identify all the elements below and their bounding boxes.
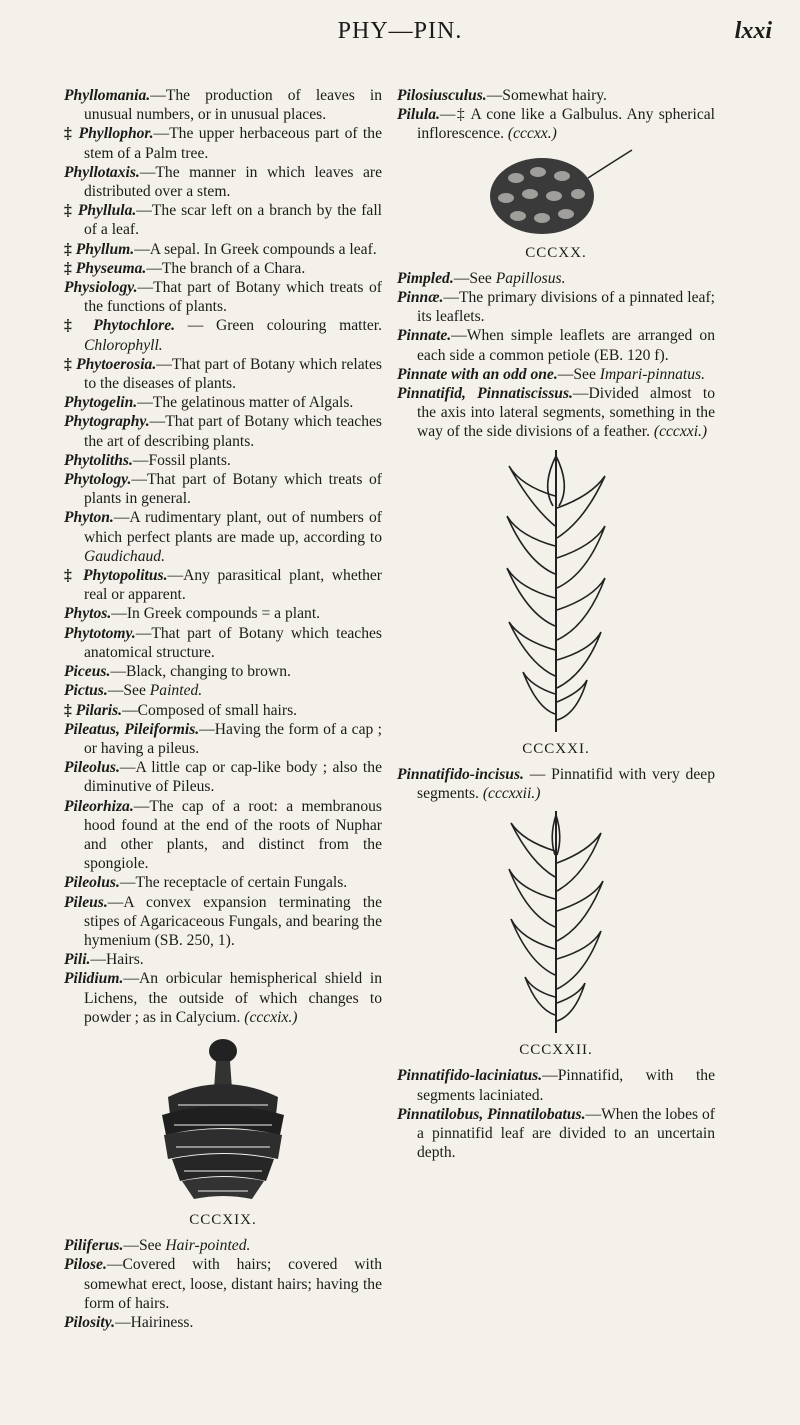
glossary-entry: [64, 259, 382, 278]
entry-term: Phytoerosia.: [76, 355, 157, 373]
figure-cccxxii: [397, 807, 715, 1037]
entry-definition: —A little cap or cap-like body ; also the diminutive of Pileus.: [84, 759, 382, 796]
right-top-entries: [397, 86, 715, 144]
entry-term: Pinnatifid, Pinnatiscissus.: [397, 385, 573, 403]
glossary-entry: [397, 326, 715, 364]
figure-caption-cccxx: CCCXX.: [525, 244, 587, 261]
entry-term: Phytotomy.: [64, 624, 136, 642]
entry-definition: —Somewhat hairy.: [486, 87, 607, 104]
entry-definition: —Having the form of a cap ; or having a pileus.: [84, 720, 382, 757]
entry-term: Pilaris.: [75, 701, 123, 719]
entry-definition: —A convex expansion terminating the stipes of Agaricaceous Fungals, and bearing the hymenium (SB. 250, 1).: [84, 893, 382, 949]
dagger-mark: ‡: [64, 317, 81, 335]
glossary-entry: [64, 355, 382, 393]
glossary-entry: [64, 950, 382, 969]
entry-definition: —See: [453, 269, 496, 287]
entry-definition: —Composed of small hairs.: [122, 701, 298, 719]
glossary-entry: [64, 969, 382, 1027]
glossary-entry: [397, 384, 715, 442]
entry-definition: —The scar left on a branch by the fall of a leaf.: [84, 202, 382, 239]
right-bottom-entries: [397, 1066, 715, 1162]
glossary-entry: [397, 1105, 715, 1163]
entry-term: Pictus.: [64, 682, 108, 700]
entry-term: Pinnatifido-incisus.: [397, 765, 524, 783]
glossary-entry: [64, 393, 382, 412]
entry-term: Pinnate with an odd one.: [397, 365, 558, 383]
glossary-entry: [64, 797, 382, 874]
glossary-entry: [64, 873, 382, 892]
figure-caption-cccxxi: CCCXXI.: [522, 740, 590, 757]
entry-term: Pileolus.: [64, 874, 120, 892]
glossary-entry: [64, 240, 382, 259]
glossary-entry: [64, 604, 382, 623]
entry-term: Pileatus, Pileiformis.: [64, 720, 200, 738]
entry-definition: —That part of Botany which relates to the diseases of plants.: [84, 355, 382, 393]
figure-caption-cccxix: CCCXIX.: [189, 1211, 257, 1228]
entry-reference: (cccxix.): [244, 1008, 298, 1026]
entry-term: Phytochlore.: [93, 317, 176, 335]
entry-reference: Impari-pinnatus.: [599, 365, 706, 383]
entry-reference: Painted.: [149, 682, 203, 700]
entry-definition: —Pinnatifid, with the segments laciniated.: [417, 1067, 715, 1104]
entry-definition: — Pinnatifid with very deep segments.: [417, 765, 715, 803]
glossary-entry: [64, 662, 382, 681]
entry-term: Pili.: [64, 951, 91, 969]
glossary-entry: [64, 278, 382, 316]
pilidium-illustration: [148, 1031, 298, 1207]
entry-definition: —Fossil plants.: [132, 451, 231, 469]
entry-definition: —A rudimentary plant, out of numbers of which perfect plants are made up, according to: [84, 509, 382, 546]
glossary-entry: [397, 105, 715, 143]
figure-caption-cccxxii: CCCXXII.: [519, 1042, 593, 1059]
entry-definition: —That part of Botany which treats of the functions of plants.: [84, 279, 382, 316]
dagger-mark: ‡: [64, 125, 74, 143]
entry-definition: —When the lobes of a pinnatifid leaf are divided to an uncertain depth.: [417, 1105, 715, 1162]
glossary-entry: [397, 269, 715, 288]
dagger-mark: ‡: [64, 202, 73, 220]
entry-definition: —Black, changing to brown.: [110, 663, 291, 681]
entry-definition: —That part of Botany which teaches anatomical structure.: [84, 624, 382, 661]
pinnatifido-incisus-leaf-illustration: [501, 807, 611, 1037]
entry-definition: —When simple leaflets are arranged on each side a common petiole (EB. 120 f).: [417, 327, 715, 364]
entry-reference: Papillosus.: [495, 269, 566, 287]
entry-definition: —The gelatinous matter of Algals.: [137, 394, 354, 412]
pinnatifid-leaf-illustration: [501, 446, 611, 736]
entry-definition: —See: [123, 1237, 166, 1255]
glossary-entry: [64, 1236, 382, 1255]
glossary-entry: [64, 316, 382, 354]
entry-reference: (cccxx.): [507, 125, 557, 143]
entry-term: Phytography.: [64, 413, 150, 431]
glossary-entry: [397, 86, 715, 105]
glossary-entry: [64, 201, 382, 239]
entry-term: Pileolus.: [64, 759, 120, 777]
entry-term: Pilose.: [64, 1256, 107, 1274]
right-mid-entries: [397, 269, 715, 442]
entry-definition: —The production of leaves in unusual numbers, or in unusual places.: [84, 87, 382, 124]
right-mid2-entries: [397, 765, 715, 803]
entry-definition: —Any parasitical plant, whether real or apparent.: [84, 567, 382, 604]
glossary-entry: [397, 288, 715, 326]
glossary-entry: [64, 508, 382, 566]
entry-definition: —An orbicular hemispherical shield in Lichens, the outside of which changes to powder ; as in Calycium.: [84, 970, 382, 1026]
cone-illustration: [476, 148, 636, 240]
entry-term: Physeuma.: [75, 259, 147, 277]
glossary-entry: [64, 86, 382, 124]
dagger-mark: ‡: [64, 355, 72, 373]
entry-term: Phyton.: [64, 509, 114, 527]
entry-term: Phyllula.: [77, 202, 137, 220]
entry-definition: —Hairs.: [90, 951, 144, 969]
entry-definition: —The upper herbaceous part of the stem of a Palm tree.: [84, 125, 382, 162]
entry-term: Pilosity.: [64, 1313, 115, 1331]
page-header: [0, 12, 800, 52]
entry-term: Pinnatilobus, Pinnatilobatus.: [397, 1105, 586, 1123]
glossary-entry: [397, 1066, 715, 1104]
glossary-entry: [64, 893, 382, 951]
entry-definition: —The receptacle of certain Fungals.: [119, 874, 348, 892]
entry-reference: Gaudichaud.: [84, 547, 165, 565]
entry-term: Phytology.: [64, 471, 132, 489]
dagger-mark: ‡: [64, 240, 72, 258]
entry-term: Piceus.: [64, 663, 111, 681]
entry-definition: —See: [107, 682, 150, 700]
entry-definition: —The manner in which leaves are distributed over a stem.: [84, 163, 382, 201]
entry-term: Pilula.: [397, 106, 440, 124]
entry-definition: —See: [557, 365, 600, 383]
entry-term: Pinnæ.: [397, 289, 444, 307]
dagger-mark: ‡: [64, 701, 72, 719]
entry-definition: —A sepal. In Greek compounds a leaf.: [134, 240, 377, 258]
glossary-entry: [64, 1313, 382, 1332]
glossary-entry: [64, 412, 382, 450]
glossary-entry: [397, 365, 715, 384]
entry-definition: —‡ A cone like a Galbulus. Any spherical inflorescence.: [417, 106, 715, 143]
glossary-entry: [64, 451, 382, 470]
figure-cccxix: [64, 1031, 382, 1207]
glossary-entry: [64, 163, 382, 201]
entry-definition: —In Greek compounds = a plant.: [111, 605, 321, 623]
glossary-entry: [397, 765, 715, 803]
entry-definition: —Covered with hairs; covered with somewhat erect, loose, distant hairs; having the form of hairs.: [84, 1256, 382, 1312]
entry-definition: —Divided almost to the axis into lateral segments, something in the way of the side divisions of a feather.: [417, 385, 716, 441]
entry-term: Pimpled.: [397, 269, 454, 287]
entry-term: Pinnate.: [397, 327, 452, 345]
left-column: [64, 86, 382, 1332]
entry-term: Piliferus.: [64, 1237, 124, 1255]
left-after-entries: [64, 1236, 382, 1332]
entry-term: Pilidium.: [64, 970, 124, 988]
entry-term: Phytoliths.: [64, 451, 133, 469]
running-head: PHY—PIN.: [337, 18, 463, 44]
glossary-entry: [64, 470, 382, 508]
dagger-mark: ‡: [64, 567, 76, 585]
entry-definition: — Green colouring matter.: [175, 317, 382, 335]
glossary-entry: [64, 566, 382, 604]
glossary-entry: [64, 758, 382, 796]
entry-term: Phyllomania.: [64, 87, 151, 104]
entry-term: Pinnatifido-laciniatus.: [397, 1067, 543, 1085]
entry-term: Phyllum.: [75, 240, 135, 258]
figure-cccxxi: [397, 446, 715, 736]
entry-definition: —The primary divisions of a pinnated leaf; its leaflets.: [417, 289, 715, 326]
left-entries: [64, 86, 382, 1027]
entry-term: Phytogelin.: [64, 394, 138, 412]
entry-term: Pileus.: [64, 893, 108, 911]
entry-definition: —That part of Botany which teaches the art of describing plants.: [84, 413, 382, 450]
entry-term: Phytos.: [64, 605, 112, 623]
glossary-entry: [64, 681, 382, 700]
entry-term: Phytopolitus.: [83, 567, 168, 585]
entry-definition: —Hairiness.: [114, 1313, 194, 1331]
entry-reference: Chlorophyll.: [84, 336, 163, 354]
glossary-entry: [64, 124, 382, 162]
page-number: lxxi: [734, 18, 772, 44]
entry-definition: —The branch of a Chara.: [146, 259, 306, 277]
entry-reference: (cccxxi.): [653, 423, 708, 441]
glossary-entry: [64, 701, 382, 720]
entry-definition: —That part of Botany which treats of plants in general.: [84, 471, 382, 508]
entry-reference: (cccxxii.): [482, 785, 541, 803]
entry-reference: Hair-pointed.: [165, 1237, 251, 1255]
entry-term: Phyllotaxis.: [64, 163, 140, 181]
dagger-mark: ‡: [64, 259, 72, 277]
entry-term: Physiology.: [64, 279, 138, 297]
glossary-entry: [64, 1255, 382, 1313]
entry-term: Pileorhiza.: [64, 797, 134, 815]
entry-term: Phyllophor.: [78, 125, 154, 143]
figure-cccxx: [397, 148, 715, 240]
right-column: [397, 86, 715, 1162]
glossary-entry: [64, 720, 382, 758]
entry-term: Pilosiusculus.: [397, 87, 487, 104]
glossary-entry: [64, 624, 382, 662]
entry-definition: —The cap of a root: a membranous hood found at the end of the roots of Nuphar and other plants, and distinct from the spongiole.: [84, 797, 382, 873]
